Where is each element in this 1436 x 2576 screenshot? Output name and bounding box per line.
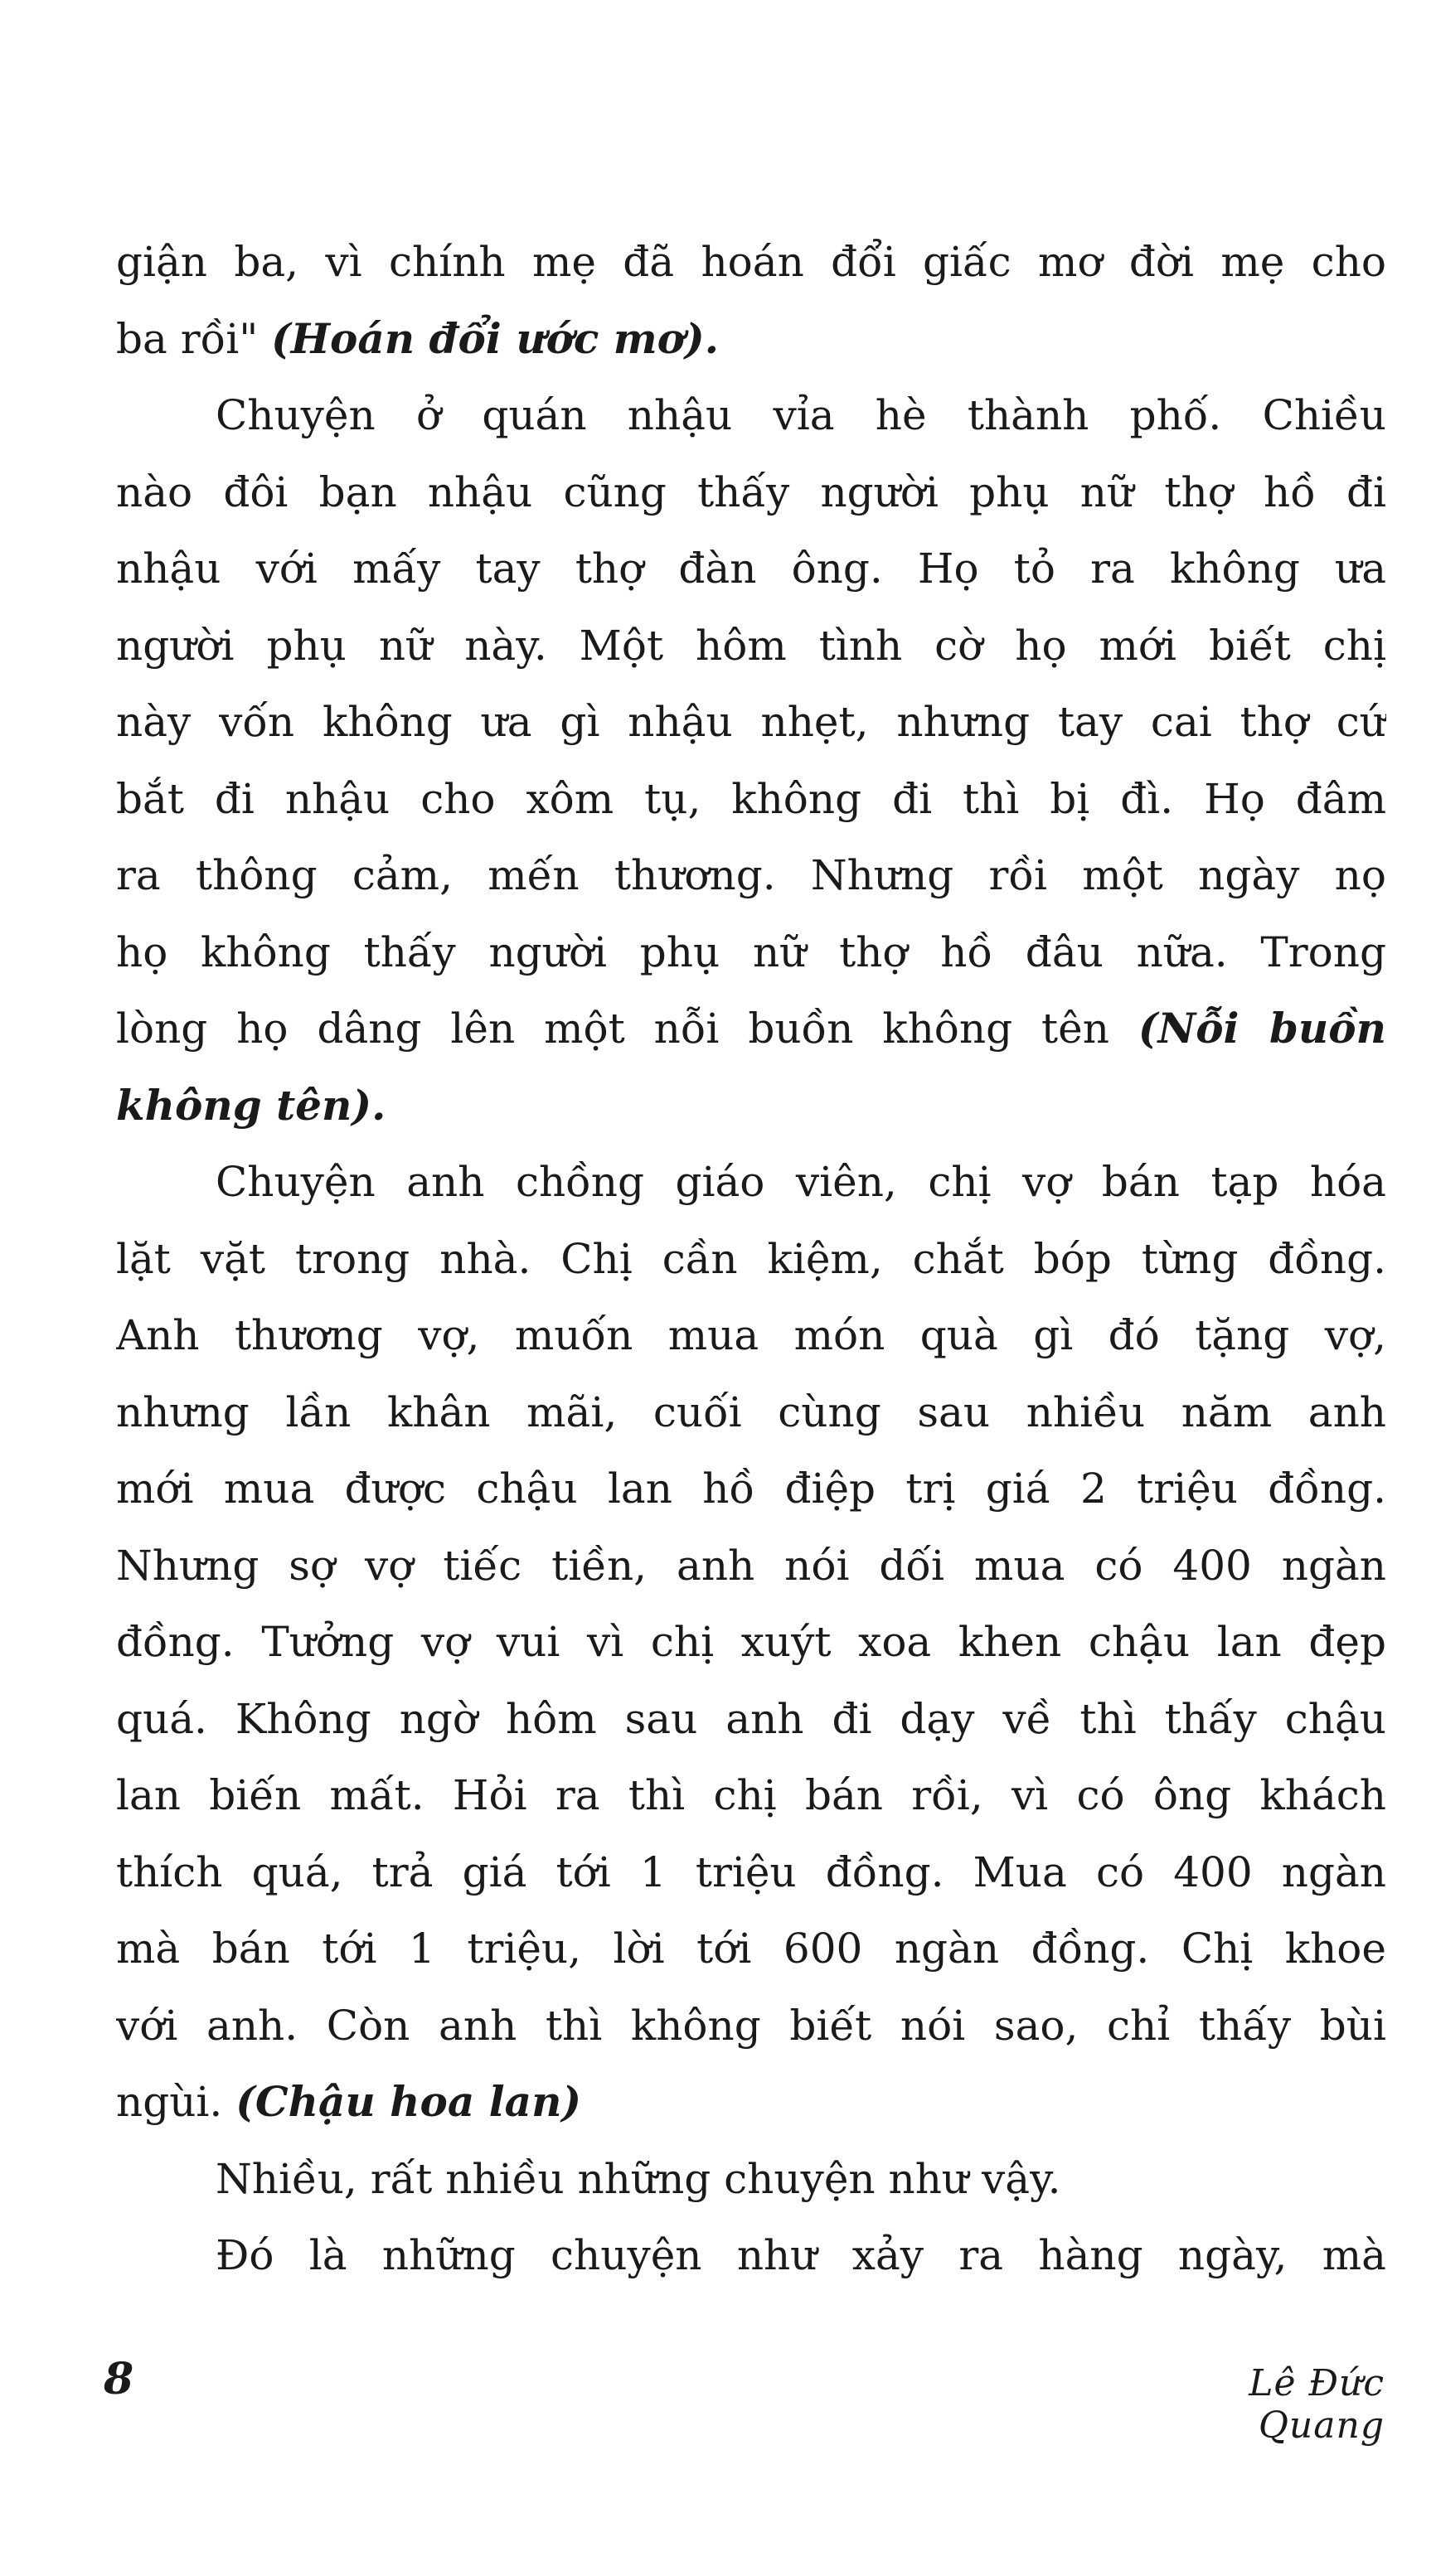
text-line: Nhiều, rất nhiều những chuyện như vậy. (216, 2154, 1061, 2203)
text-line: người phụ nữ này. Một hôm tình cờ họ mới biết chị (116, 621, 1386, 670)
story-title: (Nỗi buồn (1138, 1004, 1386, 1053)
text-line: lan biến mất. Hỏi ra thì chị bán rồi, vì có ông khách (116, 1771, 1386, 1819)
body-text (116, 224, 1386, 2294)
author-signature: Lê Đức Quang (1249, 2362, 1385, 2447)
text-line: Chuyện anh chồng giáo viên, chị vợ bán tạp hóa (216, 1158, 1386, 1206)
text-line: lặt vặt trong nhà. Chị cần kiệm, chắt bóp từng đồng. (116, 1234, 1386, 1283)
text-line: ngùi. (Chậu hoa lan) (116, 2077, 582, 2126)
text-line: giận ba, vì chính mẹ đã hoán đổi giấc mơ đời mẹ cho (116, 238, 1386, 286)
text-line: ra thông cảm, mến thương. Nhưng rồi một ngày nọ (116, 851, 1386, 899)
text-line: với anh. Còn anh thì không biết nói sao, chỉ thấy bùi (116, 2001, 1386, 2050)
story-title: không tên). (116, 1080, 386, 1130)
text-line: ba rồi" (Hoán đổi ước mơ). (116, 313, 720, 363)
text-line: nhậu với mấy tay thợ đàn ông. Họ tỏ ra không ưa (116, 545, 1386, 593)
text-line: mà bán tới 1 triệu, lời tới 600 ngàn đồng. Chị khoe (116, 1925, 1386, 1973)
text-line: họ không thấy người phụ nữ thợ hồ đâu nữa. Trong (116, 927, 1386, 976)
story-title: (Chậu hoa lan) (235, 2077, 582, 2126)
text-line: Đó là những chuyện như xảy ra hàng ngày, mà (216, 2231, 1386, 2279)
text-line: đồng. Tưởng vợ vui vì chị xuýt xoa khen chậu lan đẹp (116, 1618, 1386, 1666)
text-line: Chuyện ở quán nhậu vỉa hè thành phố. Chiều (216, 391, 1386, 439)
text-line: bắt đi nhậu cho xôm tụ, không đi thì bị đì. Họ đâm (116, 774, 1386, 823)
text-line: này vốn không ưa gì nhậu nhẹt, nhưng tay cai thợ cứ (116, 698, 1386, 746)
page-number: 8 (104, 2354, 134, 2404)
text-line: nhưng lần khân mãi, cuối cùng sau nhiều năm anh (116, 1387, 1386, 1436)
text-line: thích quá, trả giá tới 1 triệu đồng. Mua có 400 ngàn (116, 1847, 1386, 1896)
text-line: Anh thương vợ, muốn mua món quà gì đó tặng vợ, (116, 1311, 1386, 1359)
text-line: nào đôi bạn nhậu cũng thấy người phụ nữ thợ hồ đi (116, 467, 1386, 516)
text-line: lòng họ dâng lên một nỗi buồn không tên (Nỗi buồn (116, 1004, 1386, 1053)
text-line: quá. Không ngờ hôm sau anh đi dạy về thì thấy chậu (116, 1694, 1386, 1743)
text-line: mới mua được chậu lan hồ điệp trị giá 2 triệu đồng. (116, 1465, 1386, 1513)
text-line: Nhưng sợ vợ tiếc tiền, anh nói dối mua có 400 ngàn (116, 1541, 1386, 1590)
text-line (116, 1068, 1386, 1145)
story-title: (Hoán đổi ước mơ). (271, 313, 720, 363)
